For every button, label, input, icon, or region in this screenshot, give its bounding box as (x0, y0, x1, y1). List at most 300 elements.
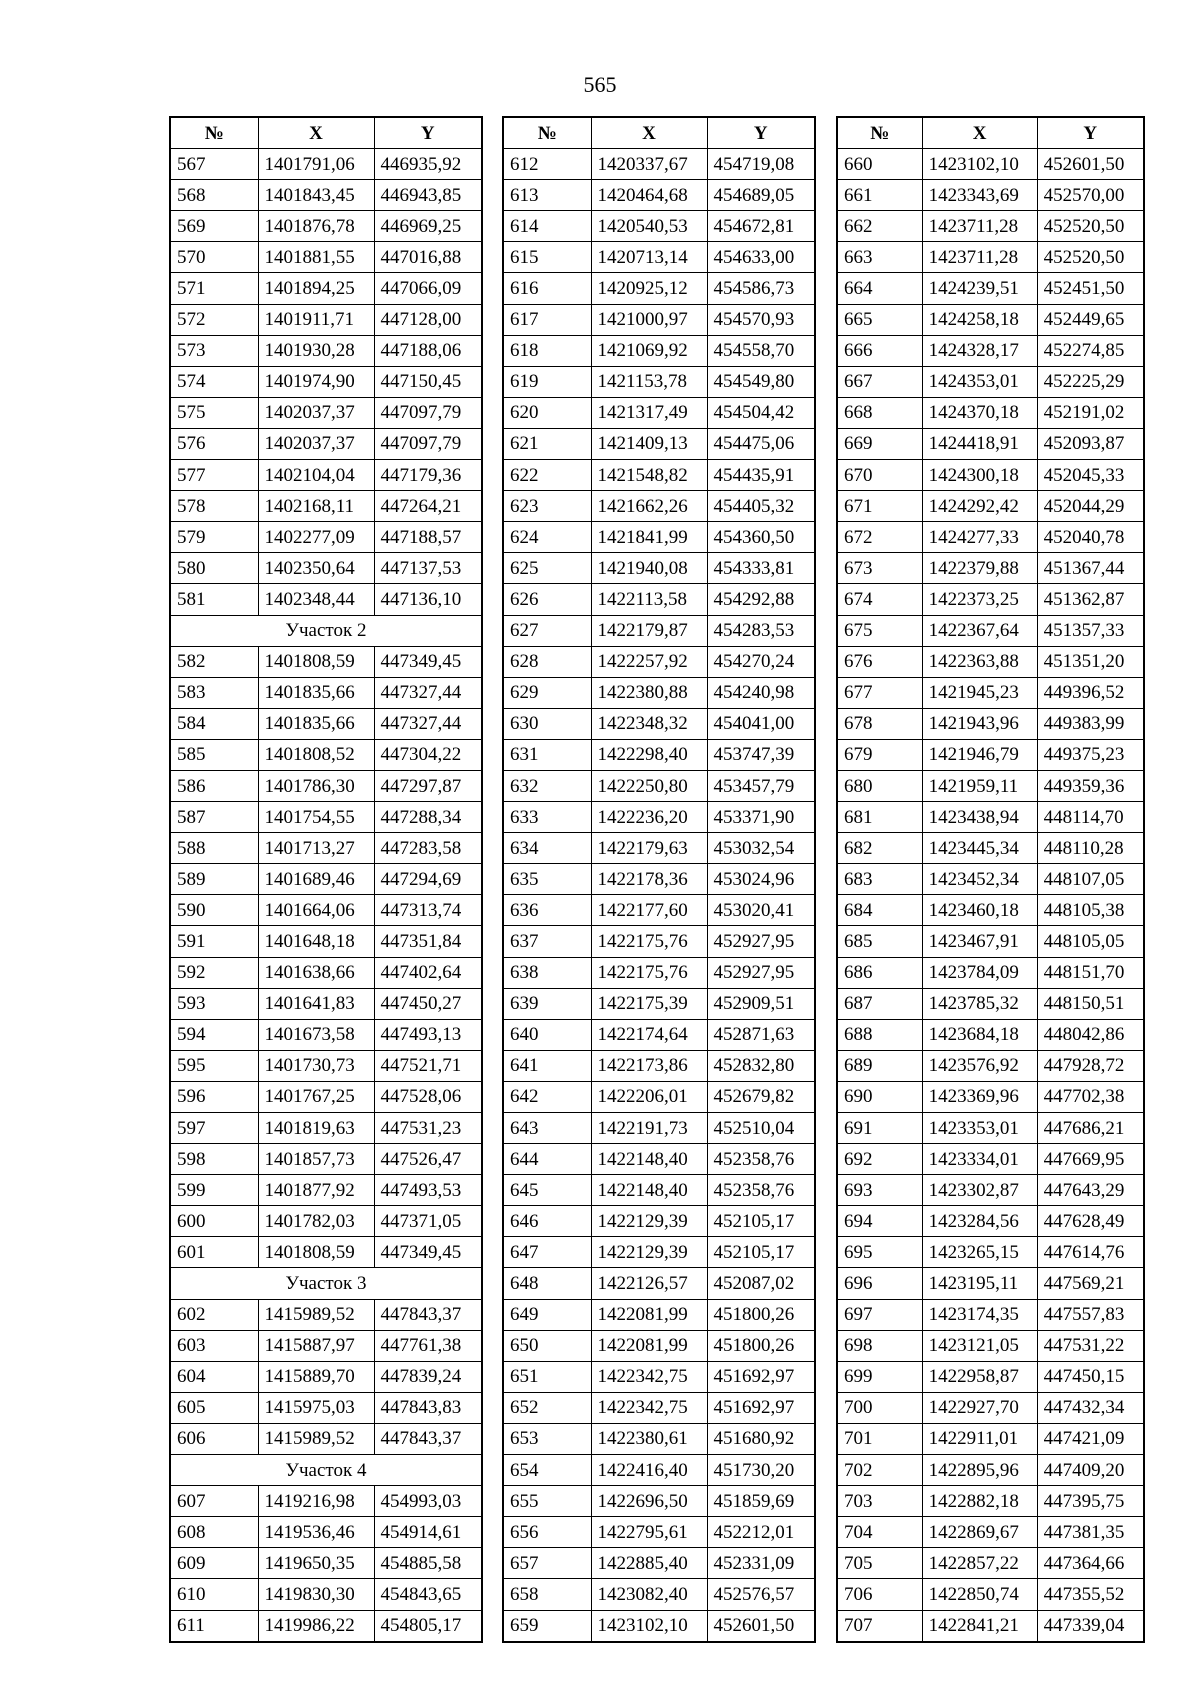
table-row (503, 428, 815, 459)
cell-y: 447528,06 (374, 1081, 482, 1112)
table-row (837, 1206, 1144, 1237)
table-row (503, 1423, 815, 1454)
table-row (503, 926, 815, 957)
cell-x: 1422257,92 (591, 646, 707, 677)
cell-number: 574 (170, 366, 258, 397)
cell-number: 682 (837, 833, 922, 864)
cell-y: 451800,26 (707, 1330, 815, 1361)
cell-y: 448107,05 (1037, 864, 1144, 895)
cell-number: 701 (837, 1423, 922, 1454)
cell-y: 448114,70 (1037, 802, 1144, 833)
cell-x: 1401673,58 (258, 1019, 374, 1050)
cell-x: 1401930,28 (258, 335, 374, 366)
table-row (837, 1144, 1144, 1175)
cell-y: 451367,44 (1037, 553, 1144, 584)
table-row (170, 1330, 482, 1361)
table-row (837, 1361, 1144, 1392)
table-row (170, 1081, 482, 1112)
cell-y: 451800,26 (707, 1299, 815, 1330)
cell-number: 572 (170, 304, 258, 335)
cell-y: 447136,10 (374, 584, 482, 615)
cell-number: 666 (837, 335, 922, 366)
cell-number: 584 (170, 708, 258, 739)
table-row (837, 428, 1144, 459)
cell-number: 568 (170, 180, 258, 211)
cell-x: 1422175,39 (591, 988, 707, 1019)
table-row (837, 491, 1144, 522)
cell-number: 707 (837, 1610, 922, 1642)
table-row (837, 273, 1144, 304)
table-row (837, 522, 1144, 553)
cell-number: 695 (837, 1237, 922, 1268)
table-row (503, 1330, 815, 1361)
cell-number: 644 (503, 1144, 591, 1175)
cell-y: 452601,50 (707, 1610, 815, 1642)
table-row (837, 988, 1144, 1019)
table-row (837, 1050, 1144, 1081)
cell-y: 448110,28 (1037, 833, 1144, 864)
cell-y: 447493,53 (374, 1175, 482, 1206)
cell-y: 447179,36 (374, 460, 482, 491)
cell-number: 585 (170, 739, 258, 770)
table-row (837, 180, 1144, 211)
table-row (170, 211, 482, 242)
cell-number: 618 (503, 335, 591, 366)
table-row (503, 180, 815, 211)
cell-y: 447339,04 (1037, 1610, 1144, 1642)
table-row (837, 242, 1144, 273)
cell-number: 674 (837, 584, 922, 615)
cell-y: 454504,42 (707, 397, 815, 428)
cell-number: 607 (170, 1486, 258, 1517)
cell-x: 1422885,40 (591, 1548, 707, 1579)
table-row (837, 957, 1144, 988)
cell-number: 582 (170, 646, 258, 677)
table-row (503, 1268, 815, 1299)
table-row (503, 1486, 815, 1517)
cell-number: 704 (837, 1517, 922, 1548)
cell-x: 1424328,17 (922, 335, 1037, 366)
cell-x: 1422081,99 (591, 1299, 707, 1330)
cell-x: 1423284,56 (922, 1206, 1037, 1237)
table-row (503, 273, 815, 304)
table-row (170, 304, 482, 335)
table-row (503, 335, 815, 366)
cell-number: 581 (170, 584, 258, 615)
cell-number: 637 (503, 926, 591, 957)
cell-number: 672 (837, 522, 922, 553)
cell-y: 447294,69 (374, 864, 482, 895)
table-row (503, 615, 815, 646)
cell-x: 1422363,88 (922, 646, 1037, 677)
cell-x: 1423343,69 (922, 180, 1037, 211)
cell-x: 1422342,75 (591, 1361, 707, 1392)
cell-y: 452510,04 (707, 1113, 815, 1144)
cell-y: 454558,70 (707, 335, 815, 366)
cell-x: 1423353,01 (922, 1113, 1037, 1144)
cell-y: 447409,20 (1037, 1455, 1144, 1486)
cell-x: 1424239,51 (922, 273, 1037, 304)
table-row (503, 1019, 815, 1050)
cell-y: 454633,00 (707, 242, 815, 273)
cell-number: 603 (170, 1330, 258, 1361)
cell-number: 667 (837, 366, 922, 397)
cell-x: 1401843,45 (258, 180, 374, 211)
cell-y: 453020,41 (707, 895, 815, 926)
table-row (837, 1081, 1144, 1112)
cell-x: 1401819,63 (258, 1113, 374, 1144)
cell-x: 1401877,92 (258, 1175, 374, 1206)
cell-y: 452832,80 (707, 1050, 815, 1081)
cell-number: 619 (503, 366, 591, 397)
table-row (837, 211, 1144, 242)
cell-number: 655 (503, 1486, 591, 1517)
cell-number: 700 (837, 1392, 922, 1423)
table-row (170, 833, 482, 864)
cell-number: 586 (170, 770, 258, 801)
table-row (170, 491, 482, 522)
cell-y: 454570,93 (707, 304, 815, 335)
table-row (170, 1517, 482, 1548)
cell-y: 447288,34 (374, 802, 482, 833)
cell-x: 1423438,94 (922, 802, 1037, 833)
cell-x: 1421945,23 (922, 677, 1037, 708)
cell-x: 1421959,11 (922, 770, 1037, 801)
cell-number: 628 (503, 646, 591, 677)
cell-number: 656 (503, 1517, 591, 1548)
section-title: Участок 3 (170, 1268, 482, 1299)
cell-number: 570 (170, 242, 258, 273)
cell-y: 452601,50 (1037, 149, 1144, 180)
cell-x: 1422795,61 (591, 1517, 707, 1548)
table-row (170, 460, 482, 491)
table-row (503, 584, 815, 615)
cell-x: 1402348,44 (258, 584, 374, 615)
cell-x: 1422850,74 (922, 1579, 1037, 1610)
cell-x: 1423174,35 (922, 1299, 1037, 1330)
cell-number: 589 (170, 864, 258, 895)
table-row (170, 1175, 482, 1206)
table-row (170, 335, 482, 366)
cell-number: 617 (503, 304, 591, 335)
cell-number: 641 (503, 1050, 591, 1081)
section-title: Участок 2 (170, 615, 482, 646)
cell-y: 447188,06 (374, 335, 482, 366)
cell-number: 600 (170, 1206, 258, 1237)
cell-number: 573 (170, 335, 258, 366)
cell-x: 1415989,52 (258, 1423, 374, 1454)
cell-number: 625 (503, 553, 591, 584)
table-row (837, 1579, 1144, 1610)
cell-y: 453371,90 (707, 802, 815, 833)
cell-number: 696 (837, 1268, 922, 1299)
table-row (170, 802, 482, 833)
cell-y: 447351,84 (374, 926, 482, 957)
cell-x: 1415887,97 (258, 1330, 374, 1361)
cell-y: 452451,50 (1037, 273, 1144, 304)
cell-y: 449383,99 (1037, 708, 1144, 739)
cell-number: 610 (170, 1579, 258, 1610)
cell-x: 1424292,42 (922, 491, 1037, 522)
cell-x: 1423452,34 (922, 864, 1037, 895)
header-y: Y (374, 117, 482, 149)
table-row (837, 646, 1144, 677)
cell-x: 1401876,78 (258, 211, 374, 242)
cell-number: 669 (837, 428, 922, 459)
table-row (170, 1206, 482, 1237)
table-row (170, 180, 482, 211)
table-row (837, 615, 1144, 646)
table-row (837, 1455, 1144, 1486)
cell-number: 646 (503, 1206, 591, 1237)
cell-number: 648 (503, 1268, 591, 1299)
cell-y: 447628,49 (1037, 1206, 1144, 1237)
cell-x: 1421409,13 (591, 428, 707, 459)
table-row (170, 366, 482, 397)
table-header-row (170, 117, 482, 149)
cell-x: 1423102,10 (922, 149, 1037, 180)
table-row (503, 460, 815, 491)
cell-x: 1422175,76 (591, 957, 707, 988)
cell-x: 1422191,73 (591, 1113, 707, 1144)
table-row (170, 988, 482, 1019)
table-row (503, 739, 815, 770)
cell-x: 1422179,63 (591, 833, 707, 864)
cell-number: 591 (170, 926, 258, 957)
cell-y: 453024,96 (707, 864, 815, 895)
cell-y: 447839,24 (374, 1361, 482, 1392)
cell-x: 1423784,09 (922, 957, 1037, 988)
table-row (170, 739, 482, 770)
cell-x: 1420464,68 (591, 180, 707, 211)
cell-x: 1402037,37 (258, 397, 374, 428)
cell-x: 1421662,26 (591, 491, 707, 522)
table-row (503, 1610, 815, 1642)
table-row (503, 1050, 815, 1081)
cell-y: 447128,00 (374, 304, 482, 335)
cell-number: 608 (170, 1517, 258, 1548)
table-row (170, 397, 482, 428)
cell-x: 1421153,78 (591, 366, 707, 397)
cell-number: 658 (503, 1579, 591, 1610)
table-row (837, 833, 1144, 864)
table-row (503, 708, 815, 739)
table-row (837, 708, 1144, 739)
cell-y: 452520,50 (1037, 242, 1144, 273)
table-row (170, 1610, 482, 1642)
section-row (170, 1268, 482, 1299)
cell-y: 447421,09 (1037, 1423, 1144, 1454)
cell-x: 1422174,64 (591, 1019, 707, 1050)
cell-y: 447686,21 (1037, 1113, 1144, 1144)
cell-number: 571 (170, 273, 258, 304)
cell-y: 452520,50 (1037, 211, 1144, 242)
cell-x: 1423785,32 (922, 988, 1037, 1019)
cell-number: 606 (170, 1423, 258, 1454)
cell-number: 612 (503, 149, 591, 180)
table-row (503, 770, 815, 801)
cell-x: 1423467,91 (922, 926, 1037, 957)
table-row (837, 1019, 1144, 1050)
cell-number: 577 (170, 460, 258, 491)
table-row (503, 646, 815, 677)
table-row (837, 1392, 1144, 1423)
table-row (837, 1610, 1144, 1642)
cell-number: 657 (503, 1548, 591, 1579)
cell-y: 452191,02 (1037, 397, 1144, 428)
cell-number: 594 (170, 1019, 258, 1050)
cell-x: 1424353,01 (922, 366, 1037, 397)
table-row (837, 460, 1144, 491)
table-row (837, 1237, 1144, 1268)
cell-x: 1422342,75 (591, 1392, 707, 1423)
cell-y: 453747,39 (707, 739, 815, 770)
cell-number: 662 (837, 211, 922, 242)
cell-number: 634 (503, 833, 591, 864)
table-header-row (837, 117, 1144, 149)
cell-number: 653 (503, 1423, 591, 1454)
cell-x: 1423195,11 (922, 1268, 1037, 1299)
cell-number: 690 (837, 1081, 922, 1112)
cell-y: 452871,63 (707, 1019, 815, 1050)
coordinate-table-3 (836, 116, 1145, 1643)
cell-y: 447493,13 (374, 1019, 482, 1050)
cell-x: 1401689,46 (258, 864, 374, 895)
cell-number: 595 (170, 1050, 258, 1081)
cell-x: 1415889,70 (258, 1361, 374, 1392)
cell-x: 1423369,96 (922, 1081, 1037, 1112)
cell-x: 1422869,67 (922, 1517, 1037, 1548)
cell-x: 1422236,20 (591, 802, 707, 833)
table-row (170, 1113, 482, 1144)
cell-number: 702 (837, 1455, 922, 1486)
cell-y: 452927,95 (707, 926, 815, 957)
cell-x: 1419536,46 (258, 1517, 374, 1548)
cell-y: 452225,29 (1037, 366, 1144, 397)
table-row (503, 1579, 815, 1610)
section-row (170, 615, 482, 646)
section-row (170, 1455, 482, 1486)
cell-y: 447450,15 (1037, 1361, 1144, 1392)
cell-y: 454549,80 (707, 366, 815, 397)
cell-x: 1421069,92 (591, 335, 707, 366)
table-row (837, 1299, 1144, 1330)
cell-x: 1402350,64 (258, 553, 374, 584)
cell-y: 451859,69 (707, 1486, 815, 1517)
table-row (837, 739, 1144, 770)
cell-y: 447843,37 (374, 1423, 482, 1454)
cell-x: 1422148,40 (591, 1144, 707, 1175)
table-row (837, 1548, 1144, 1579)
cell-x: 1422379,88 (922, 553, 1037, 584)
cell-number: 626 (503, 584, 591, 615)
table-row (170, 1579, 482, 1610)
cell-x: 1419216,98 (258, 1486, 374, 1517)
table-row (170, 646, 482, 677)
table-row (503, 957, 815, 988)
cell-number: 623 (503, 491, 591, 522)
cell-x: 1419986,22 (258, 1610, 374, 1642)
cell-y: 447304,22 (374, 739, 482, 770)
header-x: X (922, 117, 1037, 149)
cell-x: 1401835,66 (258, 708, 374, 739)
cell-x: 1422206,01 (591, 1081, 707, 1112)
cell-y: 448105,38 (1037, 895, 1144, 926)
cell-x: 1401638,66 (258, 957, 374, 988)
cell-x: 1422126,57 (591, 1268, 707, 1299)
table-row (837, 1486, 1144, 1517)
cell-x: 1421548,82 (591, 460, 707, 491)
cell-number: 659 (503, 1610, 591, 1642)
cell-x: 1424300,18 (922, 460, 1037, 491)
cell-x: 1401786,30 (258, 770, 374, 801)
cell-x: 1415989,52 (258, 1299, 374, 1330)
cell-number: 671 (837, 491, 922, 522)
cell-y: 447843,83 (374, 1392, 482, 1423)
cell-y: 447643,29 (1037, 1175, 1144, 1206)
cell-y: 447569,21 (1037, 1268, 1144, 1299)
table-row (837, 1423, 1144, 1454)
cell-y: 447928,72 (1037, 1050, 1144, 1081)
cell-y: 454689,05 (707, 180, 815, 211)
cell-x: 1422696,50 (591, 1486, 707, 1517)
cell-x: 1423460,18 (922, 895, 1037, 926)
section-title: Участок 4 (170, 1455, 482, 1486)
cell-y: 447614,76 (1037, 1237, 1144, 1268)
cell-y: 449359,36 (1037, 770, 1144, 801)
cell-number: 650 (503, 1330, 591, 1361)
cell-x: 1422177,60 (591, 895, 707, 926)
table-row (837, 1330, 1144, 1361)
cell-y: 448151,70 (1037, 957, 1144, 988)
cell-number: 680 (837, 770, 922, 801)
cell-number: 636 (503, 895, 591, 926)
cell-y: 453032,54 (707, 833, 815, 864)
cell-y: 454586,73 (707, 273, 815, 304)
table-row (503, 1361, 815, 1392)
cell-y: 451692,97 (707, 1361, 815, 1392)
cell-y: 447097,79 (374, 397, 482, 428)
table-row (837, 304, 1144, 335)
cell-x: 1402168,11 (258, 491, 374, 522)
cell-y: 447016,88 (374, 242, 482, 273)
cell-y: 449375,23 (1037, 739, 1144, 770)
cell-x: 1423684,18 (922, 1019, 1037, 1050)
table-row (503, 242, 815, 273)
table-row (503, 988, 815, 1019)
cell-x: 1402037,37 (258, 428, 374, 459)
cell-number: 643 (503, 1113, 591, 1144)
cell-y: 452105,17 (707, 1206, 815, 1237)
cell-number: 652 (503, 1392, 591, 1423)
cell-number: 622 (503, 460, 591, 491)
cell-y: 447327,44 (374, 708, 482, 739)
cell-x: 1423302,87 (922, 1175, 1037, 1206)
cell-y: 452358,76 (707, 1144, 815, 1175)
cell-x: 1420540,53 (591, 211, 707, 242)
cell-number: 647 (503, 1237, 591, 1268)
cell-y: 452449,65 (1037, 304, 1144, 335)
cell-x: 1422113,58 (591, 584, 707, 615)
cell-x: 1401857,73 (258, 1144, 374, 1175)
cell-y: 454405,32 (707, 491, 815, 522)
table-row (837, 397, 1144, 428)
cell-y: 447702,38 (1037, 1081, 1144, 1112)
table-row (170, 584, 482, 615)
cell-number: 602 (170, 1299, 258, 1330)
cell-x: 1420925,12 (591, 273, 707, 304)
cell-x: 1422911,01 (922, 1423, 1037, 1454)
